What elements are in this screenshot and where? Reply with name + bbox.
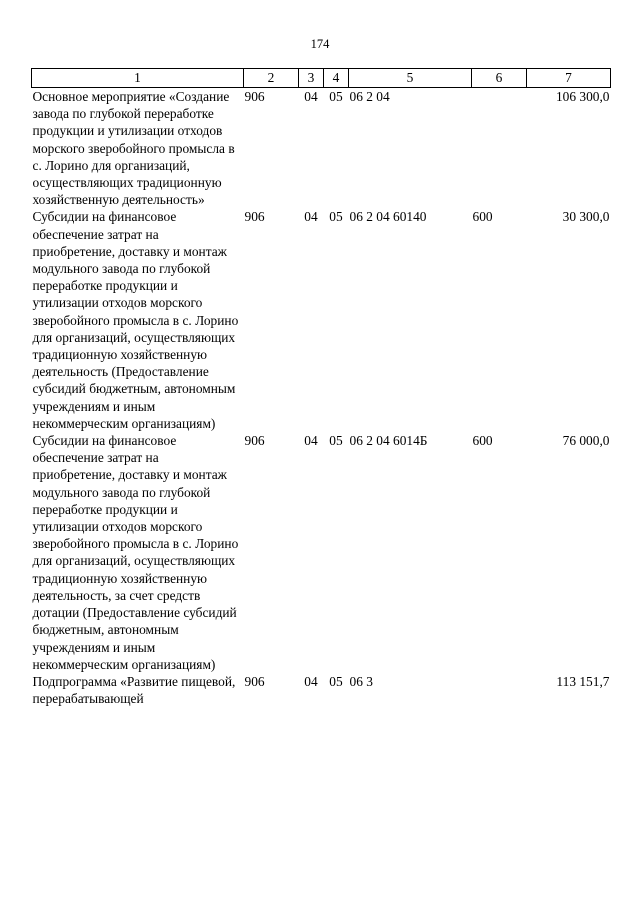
row-pr: 05 <box>329 673 343 689</box>
row-pr: 05 <box>329 89 343 104</box>
header-col-7: 7 <box>527 69 611 88</box>
row-name: Субсидии на финансовое обеспечение затрат на приобретение, доставку и монтаж модульного завода по глубокой переработке продукции и утилизации отходов морского зверобойного промысла в с. Лорино для организаций, осуществляющих традиционную хозяйственную деятельность (Предоставление субсидий бюджетным, автономным учреждениям и иным некоммерческим организациям) <box>32 209 239 431</box>
table-row <box>32 208 611 432</box>
table-row <box>32 673 611 707</box>
row-sum: 76 000,0 <box>562 433 610 449</box>
header-col-4: 4 <box>324 69 349 88</box>
row-vr: 600 <box>472 433 493 449</box>
row-sum: 30 300,0 <box>562 209 610 225</box>
row-rz: 04 <box>304 433 318 449</box>
row-vr <box>472 88 527 209</box>
row-name: Подпрограмма «Развитие пищевой, перерабатывающей <box>32 673 236 707</box>
page-number: 174 <box>310 37 330 51</box>
header-col-2: 2 <box>244 69 299 88</box>
row-grbs: 906 <box>244 433 265 449</box>
header-col-3: 3 <box>299 69 324 88</box>
row-rz: 04 <box>304 673 318 689</box>
row-name: Субсидии на финансовое обеспечение затрат на приобретение, доставку и монтаж модульного завода по глубокой переработке продукции и утилизации отходов морского зверобойного промысла в с. Лорино для организаций, осуществляющих традиционную хозяйственную деятельность, за счет средств дотации (Предоставление субсидий бюджетным, автономным учреждениям и иным некоммерческим организациям) <box>32 433 239 672</box>
row-pr: 05 <box>329 433 343 449</box>
row-rz: 04 <box>304 89 318 104</box>
row-pr: 05 <box>329 209 343 225</box>
row-csr: 06 2 04 60140 <box>349 209 427 225</box>
row-grbs: 906 <box>244 89 265 104</box>
table-row <box>32 432 611 673</box>
row-grbs: 906 <box>244 673 265 689</box>
row-name: Основное мероприятие «Создание завода по глубокой переработке продукции и утилизации отходов морского зверобойного промысла в с. Лорино для организаций, осуществляющих традиционную хозяйственную деятельность» <box>32 89 235 208</box>
row-csr: 06 3 <box>349 673 373 689</box>
row-sum: 113 151,7 <box>556 673 610 689</box>
budget-table <box>31 68 611 707</box>
row-csr: 06 2 04 6014Б <box>349 433 428 449</box>
row-rz: 04 <box>304 209 318 225</box>
row-csr: 06 2 04 <box>349 89 390 104</box>
table-row <box>32 88 611 209</box>
header-col-1: 1 <box>32 69 244 88</box>
header-row <box>32 69 611 88</box>
row-vr: 600 <box>472 209 493 225</box>
row-vr <box>472 673 527 707</box>
header-col-6: 6 <box>472 69 527 88</box>
row-grbs: 906 <box>244 209 265 225</box>
row-sum: 106 300,0 <box>555 89 610 104</box>
header-col-5: 5 <box>349 69 472 88</box>
